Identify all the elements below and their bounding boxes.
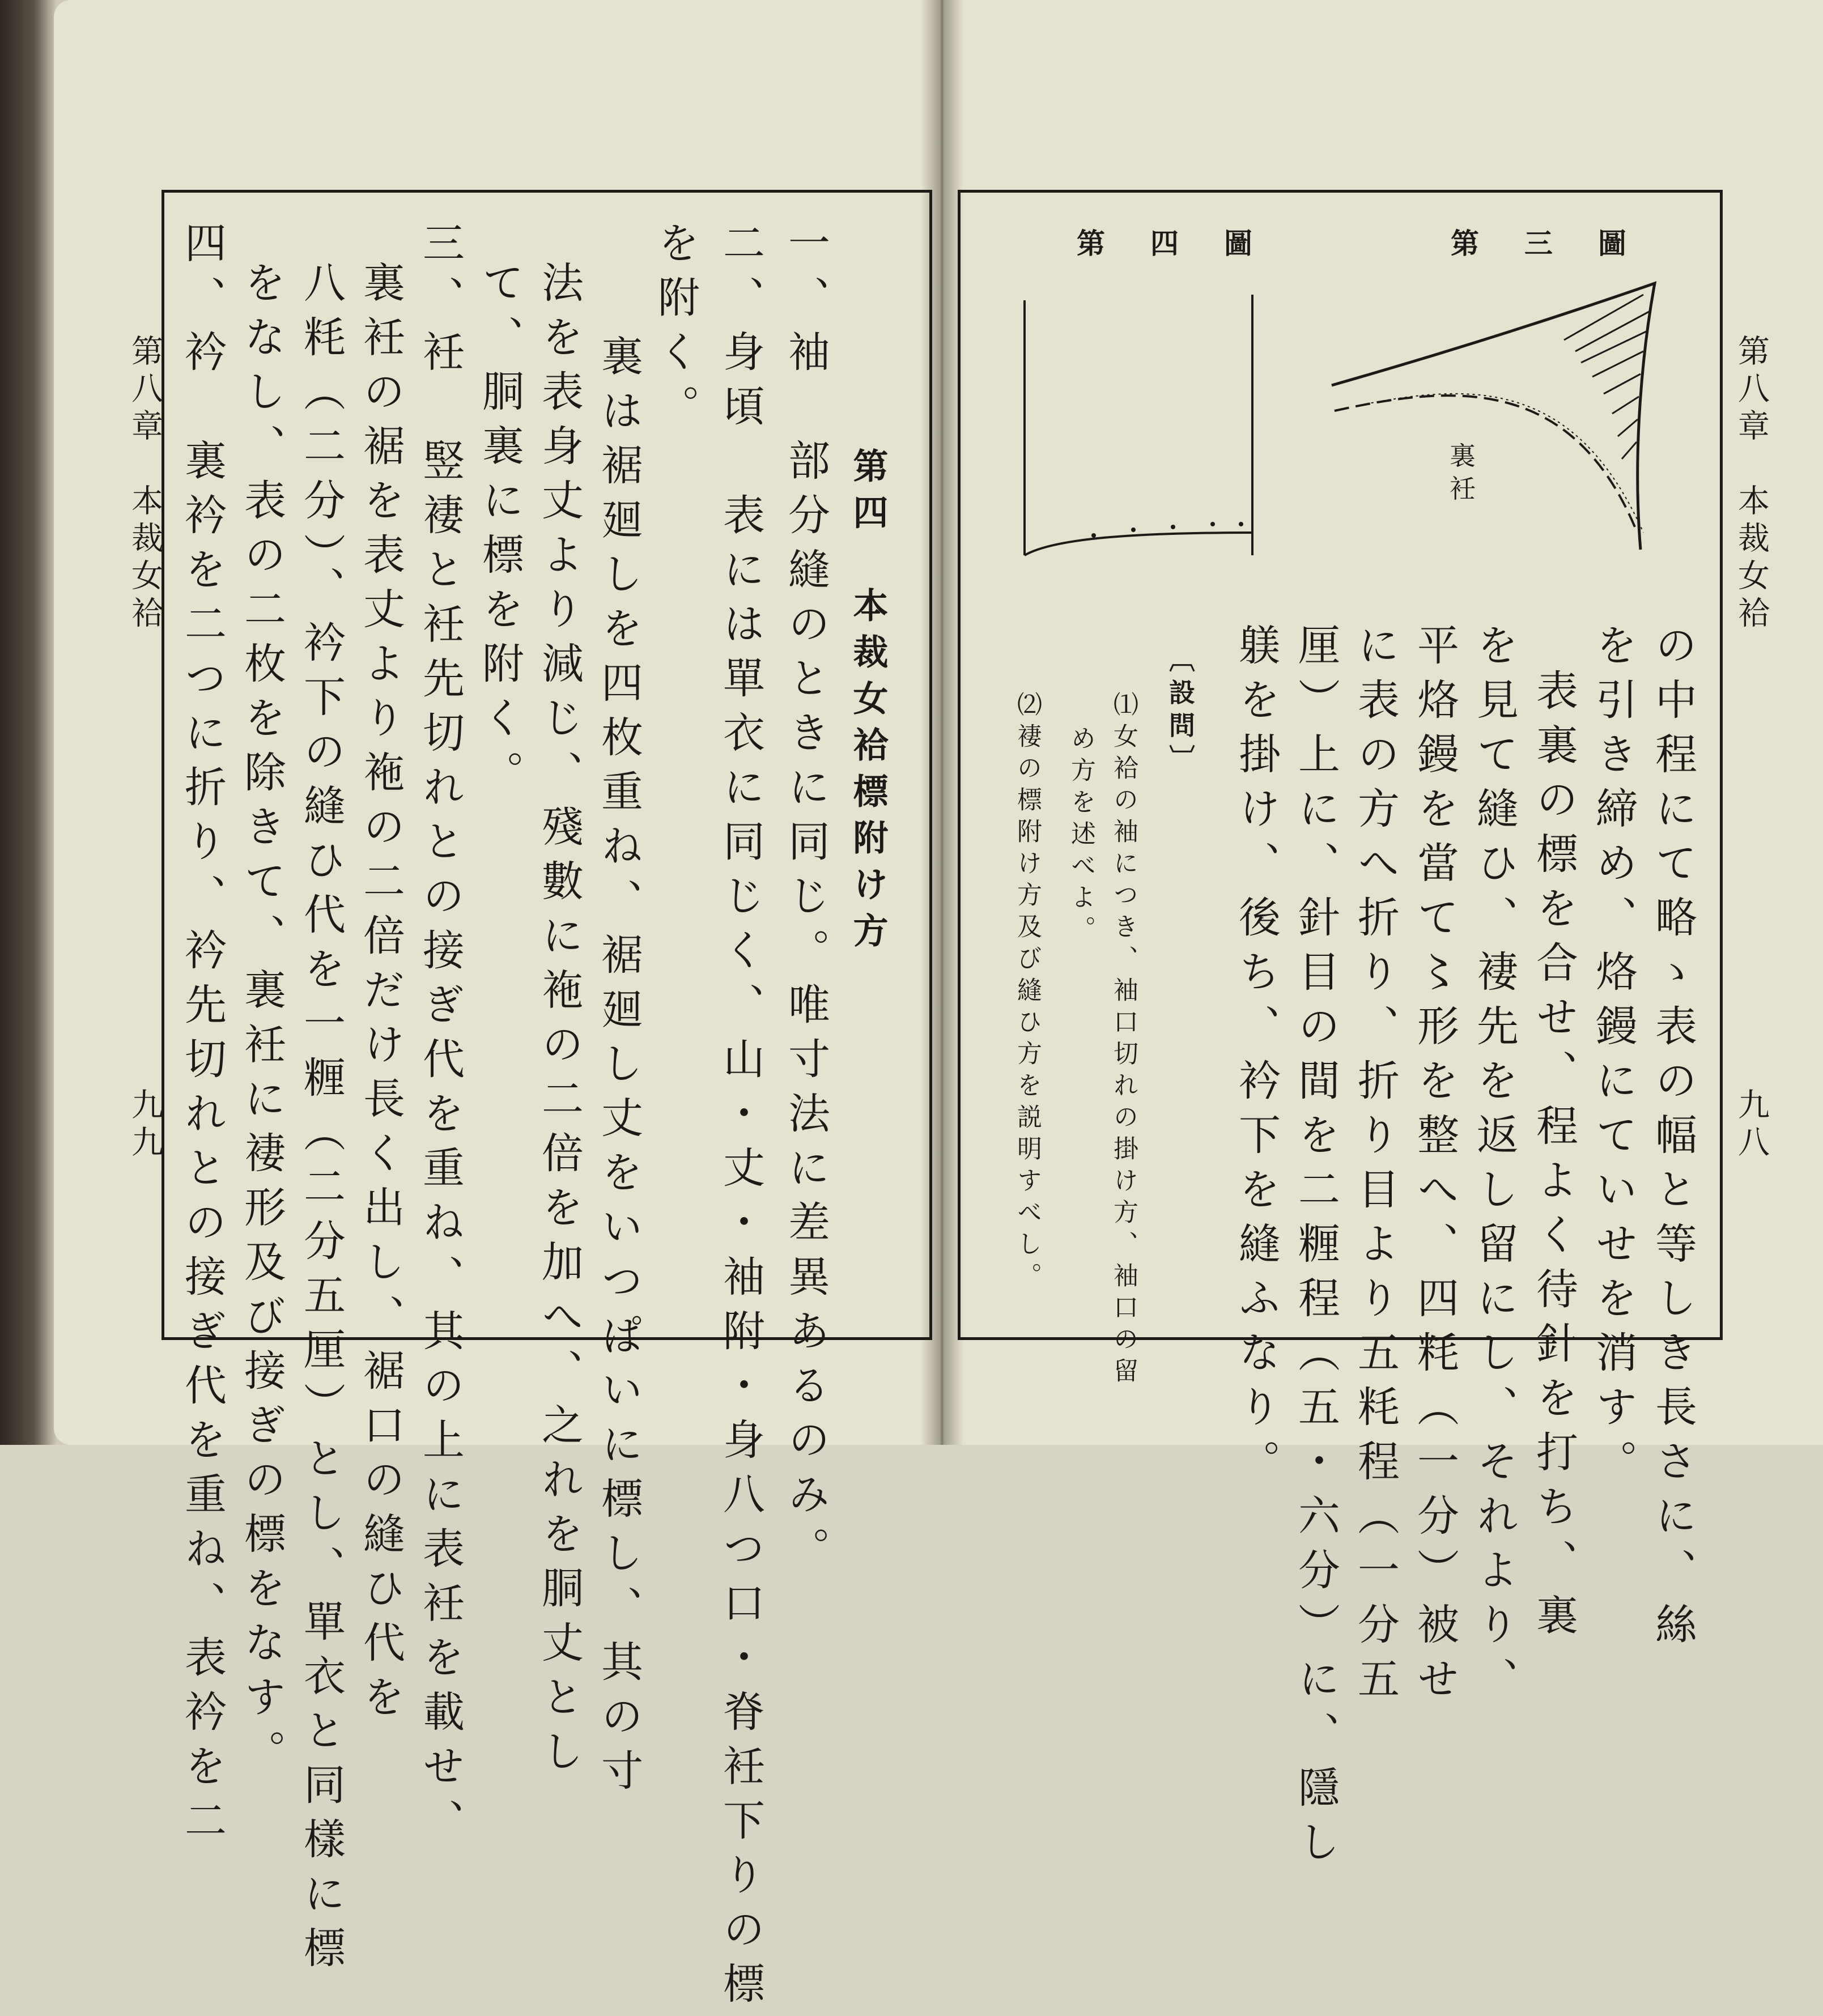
question-item: め方を述べよ。 — [1066, 725, 1095, 947]
text-column: て、胴裏に標を附く。 — [475, 261, 524, 805]
text-column: 八粍（二分）、衿下の縫ひ代を一糎（二分五厘）とし、單衣と同樣に標 — [297, 261, 346, 1980]
text-column: を引き締め、烙鏝にていせを消す。 — [1589, 623, 1638, 1494]
figure-4-title: 第四圖 — [1077, 227, 1298, 260]
text-column: 躾を掛け、後ち、衿下を縫ふなり。 — [1232, 623, 1281, 1494]
figure-4-drawing — [1020, 295, 1258, 567]
text-column: をなし、表の二枚を除きて、裏衽に褄形及び接ぎの標をなす。 — [237, 261, 286, 1784]
left-running-head: 第八章 本裁女袷 — [126, 334, 163, 633]
figure-3-label: 裏衽 — [1446, 442, 1476, 508]
question-item: ⑵褄の標附け方及び縫ひ方を説明すべし。 — [1013, 691, 1042, 1294]
right-page-number: 九八 — [1733, 1088, 1770, 1163]
text-column: を附く。 — [651, 221, 700, 439]
text-column: 一、袖 部分縫のときに同じ。唯寸法に差異あるのみ。 — [781, 221, 830, 1581]
text-column: 表裏の標を合せ、程よく待針を打ち、裏 — [1529, 669, 1578, 1648]
text-column: 裏衽の裾を表丈より袘の二倍だけ長く出し、裾口の縫ひ代を — [356, 261, 405, 1729]
text-column: 二、身頃 表には單衣に同じく、山・丈・袖附・身八つ口・脊衽下りの標 — [716, 221, 765, 2016]
text-column: 厘）上に、針目の間を二糎程（五・六分）に、隱し — [1291, 623, 1340, 1874]
text-column: 四、衿 裏衿を二つに折り、衿先切れとの接ぎ代を重ね、表衿を二 — [178, 221, 227, 1853]
text-column: の中程にて略ゝ表の幅と等しき長さに、絲 — [1648, 623, 1697, 1657]
text-column: 三、衽 竪褄と衽先切れとの接ぎ代を重ね、其の上に表衽を載せ、 — [416, 221, 465, 1853]
text-column: 法を表身丈より減じ、殘數に袘の二倍を加へ、之れを胴丈とし — [535, 261, 584, 1784]
left-page-number: 九九 — [126, 1088, 163, 1163]
figure-3-drawing — [1326, 278, 1666, 561]
text-column: 平烙鏝を當て〻形を整へ、四粍（一分）被せ — [1410, 623, 1459, 1711]
right-running-head: 第八章 本裁女袷 — [1733, 334, 1770, 633]
text-column: を見て縫ひ、褄先を返し留にし、それより、 — [1470, 623, 1519, 1711]
questions-heading: 〔設問〕 — [1165, 646, 1196, 777]
figure-3-title: 第三圖 — [1451, 227, 1672, 260]
text-column: 裏は裾廻しを四枚重ね、裾廻し丈をいつぱいに標し、其の寸 — [594, 334, 643, 1803]
section-title: 第四 本裁女袷標附け方 — [847, 448, 889, 959]
book-edge — [0, 0, 57, 1445]
question-item: ⑴女袷の袖につき、袖口切れの掛け方、袖口の留 — [1109, 691, 1138, 1389]
text-column: に表の方へ折り、折り目より五粍程（一分五 — [1351, 623, 1400, 1711]
